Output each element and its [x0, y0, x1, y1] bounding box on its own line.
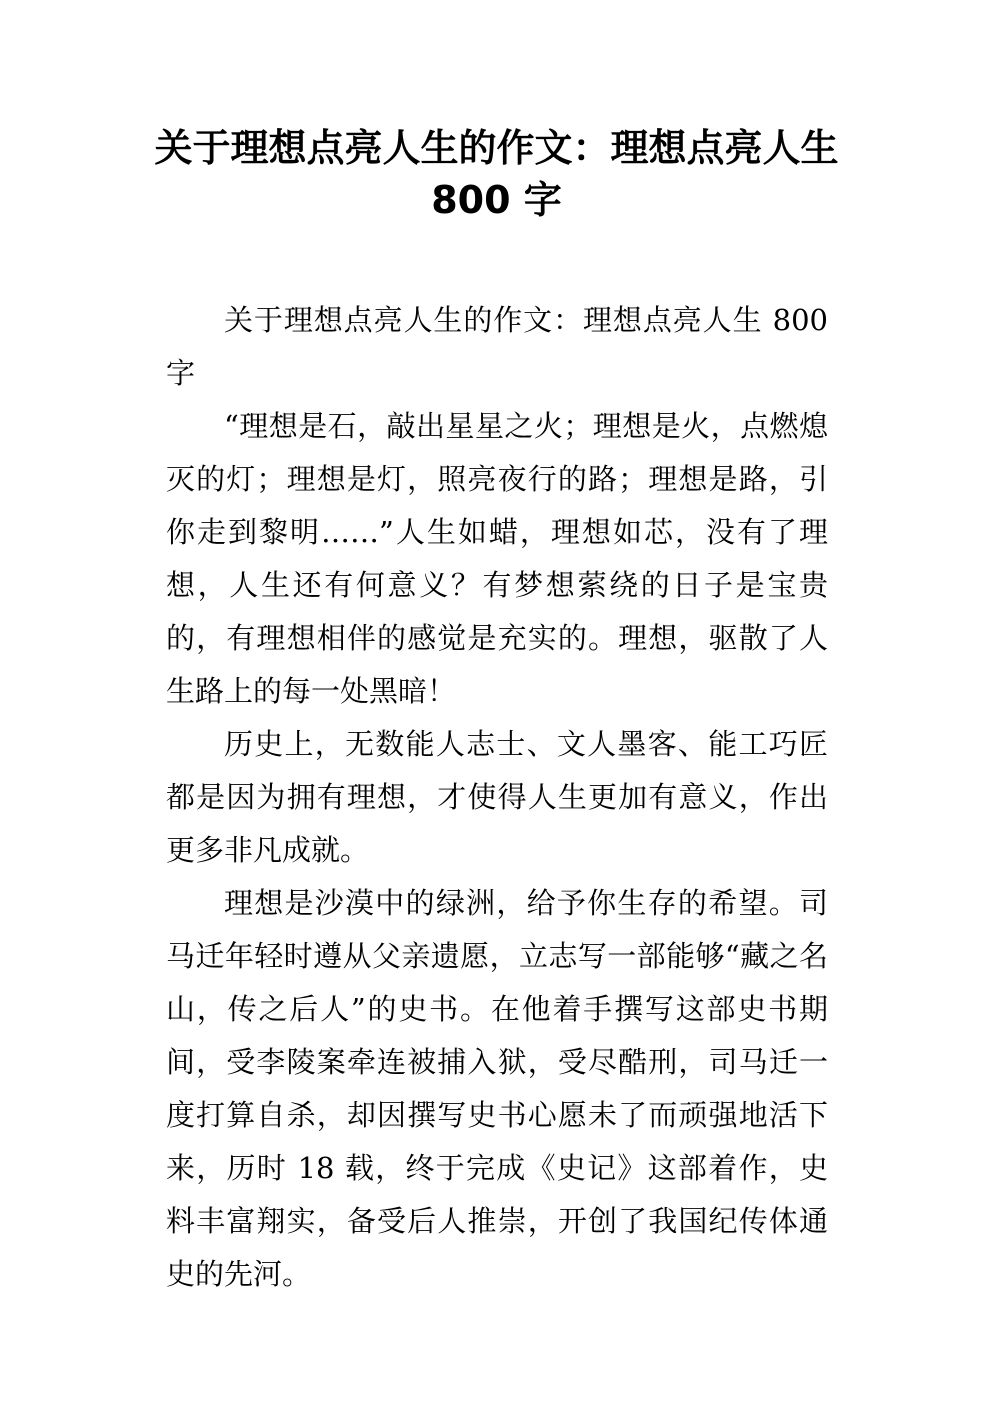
- paragraph-quote: “理想是石，敲出星星之火；理想是火，点燃熄灭的灯；理想是灯，照亮夜行的路；理想是路，引你走到黎明……”人生如蜡，理想如芯，没有了理想，人生还有何意义？有梦想萦绕的日子是宝贵的，有理想相伴的感觉是充实的。理想，驱散了人生路上的每一处黑暗！: [166, 409, 828, 708]
- paragraph-sima-qian: 理想是沙漠中的绿洲，给予你生存的希望。司马迁年轻时遵从父亲遗愿，立志写一部能够“藏之名山，传之后人”的史书。在他着手撰写这部史书期间，受李陵案牵连被捕入狱，受尽酷刑，司马迁一度打算自杀，却因撰写史书心愿未了而顽强地活下来，历时 18 载，终于完成《史记》这部着作，史料丰富翔实，备受后人推崇，开创了我国纪传体通史的先河。: [166, 886, 828, 1291]
- paragraph-subtitle: 关于理想点亮人生的作文：理想点亮人生 800 字: [166, 303, 828, 390]
- document-body: [166, 294, 828, 1301]
- document-title: 关于理想点亮人生的作文：理想点亮人生 800 字: [154, 126, 839, 222]
- paragraph-history: 历史上，无数能人志士、文人墨客、能工巧匠都是因为拥有理想，才使得人生更加有意义，作出更多非凡成就。: [166, 727, 828, 867]
